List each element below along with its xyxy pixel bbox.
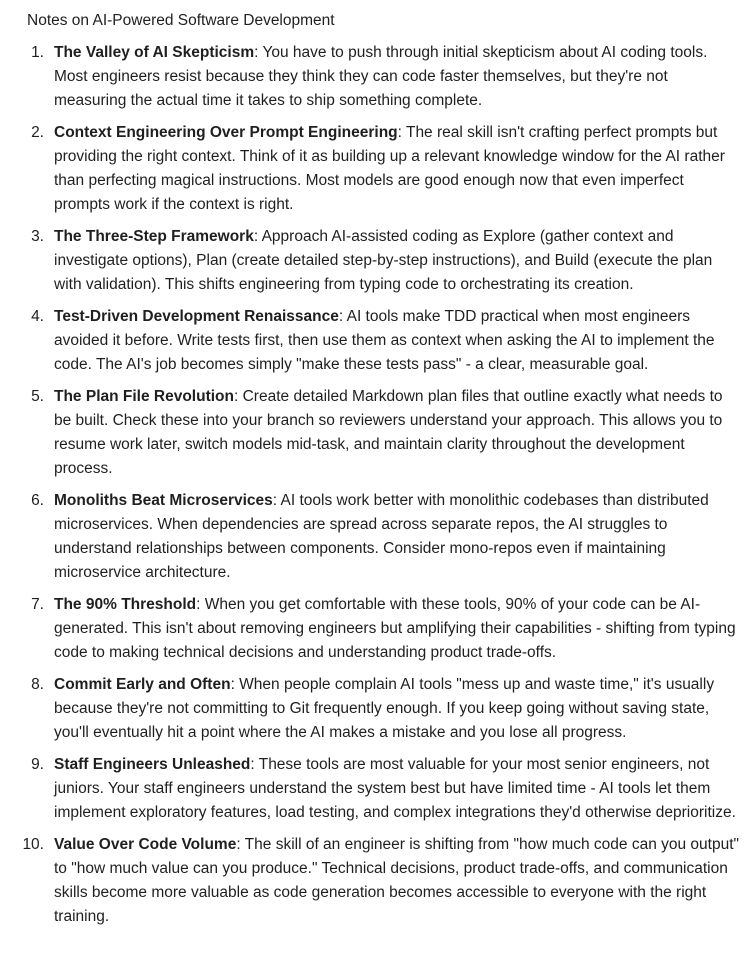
item-number: 1. — [31, 44, 44, 61]
item-number: 4. — [31, 308, 44, 325]
list-item — [27, 593, 740, 665]
item-heading: Test-Driven Development Renaissance — [54, 308, 339, 325]
list-item — [27, 753, 740, 825]
item-heading: The Three-Step Framework — [54, 228, 254, 245]
list-item — [27, 305, 740, 377]
item-heading: The 90% Threshold — [54, 596, 197, 613]
item-number: 3. — [31, 228, 44, 245]
list-item — [22, 833, 740, 929]
item-heading: Value Over Code Volume — [54, 836, 237, 853]
item-number: 5. — [31, 388, 44, 405]
notes-list — [22, 41, 740, 929]
list-item — [27, 385, 740, 481]
list-item — [27, 673, 740, 745]
item-heading: Commit Early and Often — [54, 676, 231, 693]
item-number: 8. — [31, 676, 44, 693]
item-body: : These tools are most valuable for your most senior engineers, not juniors. Your staff engineers understand the system best but have limited time - AI tools let them implement exploratory features, load testing, and complex integrations they'd otherwise deprioritize. — [54, 756, 736, 821]
item-body: : Create detailed Markdown plan files that outline exactly what needs to be built. Check these into your branch so reviewers understand your approach. This allows you to resume work later, switch models mid-task, and maintain clarity throughout the development process. — [54, 388, 723, 477]
list-item — [27, 41, 740, 113]
item-number: 9. — [31, 756, 44, 773]
item-body: : AI tools make TDD practical when most engineers avoided it before. Write tests first, then use them as context when asking the AI to implement the code. The AI's job becomes simply "make these tests pass" - a clear, measurable goal. — [54, 308, 715, 373]
item-heading: Staff Engineers Unleashed — [54, 756, 251, 773]
item-heading: The Plan File Revolution — [54, 388, 234, 405]
item-number: 6. — [31, 492, 44, 509]
item-body: : When you get comfortable with these tools, 90% of your code can be AI-generated. This isn't about removing engineers but amplifying their capabilities - shifting from typing code to making technical decisions and understanding product trade-offs. — [54, 596, 736, 661]
document-title: Notes on AI-Powered Software Development — [27, 12, 335, 29]
item-body: : AI tools work better with monolithic codebases than distributed microservices. When dependencies are spread across separate repos, the AI struggles to understand relationships between components. Consider mono-repos even if maintaining microservice architecture. — [54, 492, 709, 581]
item-body: : The skill of an engineer is shifting from "how much code can you output" to "how much value can you produce." Technical decisions, product trade-offs, and communication skills become more valuable as code generation becomes accessible to everyone with the right training. — [54, 836, 740, 925]
item-number: 7. — [31, 596, 44, 613]
item-body: : Approach AI-assisted coding as Explore (gather context and investigate options), Plan (create detailed step-by-step instructions), and Build (execute the plan with validation). This shifts engineering from typing code to orchestrating its creation. — [54, 228, 713, 293]
list-item — [27, 225, 740, 297]
item-heading: The Valley of AI Skepticism — [54, 44, 255, 61]
item-body: : You have to push through initial skepticism about AI coding tools. Most engineers resist because they think they can code faster themselves, but they're not measuring the actual time it takes to ship something complete. — [54, 44, 708, 109]
item-heading: Monoliths Beat Microservices — [54, 492, 273, 509]
item-body: : The real skill isn't crafting perfect prompts but providing the right context. Think of it as building up a relevant knowledge window for the AI rather than perfecting magical instructions. Most models are good enough now that even imperfect prompts work if the context is right. — [54, 124, 725, 213]
item-number: 10. — [22, 836, 44, 853]
item-body: : When people complain AI tools "mess up and waste time," it's usually because they're not committing to Git frequently enough. If you keep going without saving state, you'll eventually hit a point where the AI makes a mistake and you lose all progress. — [54, 676, 715, 741]
list-item — [27, 489, 740, 585]
list-item — [27, 121, 740, 217]
item-number: 2. — [31, 124, 44, 141]
item-heading: Context Engineering Over Prompt Engineering — [54, 124, 398, 141]
